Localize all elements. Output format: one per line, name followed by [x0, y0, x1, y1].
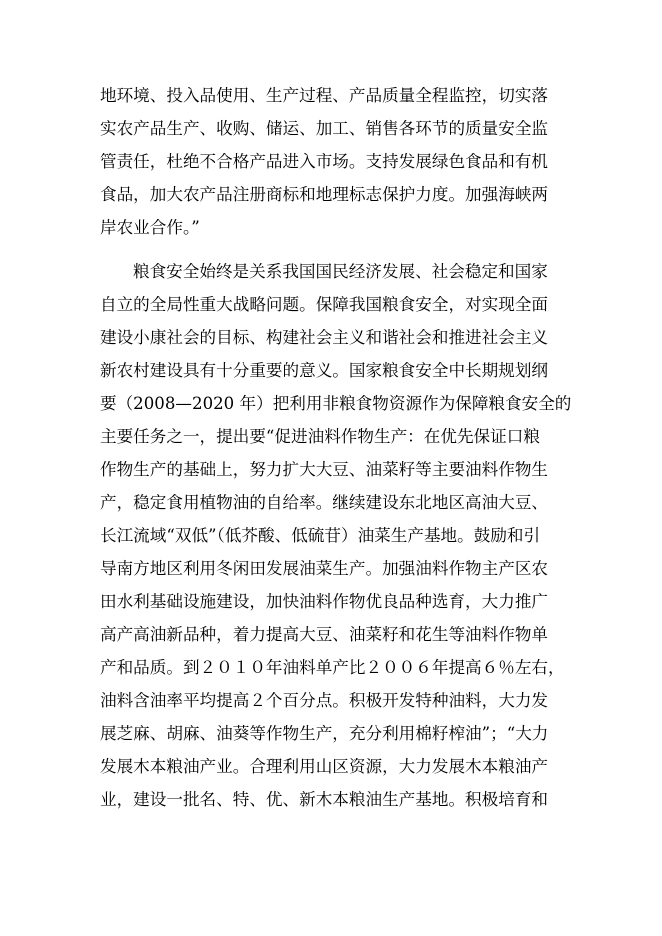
text-line: 主要任务之一，提出要“促进油料作物生产：在优先保证口粮: [100, 427, 540, 446]
text-line: 食品，加大农产品注册商标和地理标志保护力度。加强海峡两: [100, 185, 549, 204]
text-line: 岸农业合作。”: [100, 218, 200, 237]
text-line: 高产高油新品种，着力提高大豆、油菜籽和花生等油料作物单: [100, 625, 549, 644]
text-line: 地环境、投入品使用、生产过程、产品质量全程监控，切实落: [100, 86, 549, 105]
text-line: 油料含油率平均提高２个百分点。积极开发特种油料，大力发: [100, 691, 549, 710]
text-line: 自立的全局性重大战略问题。保障我国粮食安全，对实现全面: [100, 295, 549, 314]
text-line: 实农产品生产、收购、储运、加工、销售各环节的质量安全监: [100, 119, 549, 138]
text-line: 长江流域“双低”（低芥酸、低硫苷）油菜生产基地。鼓励和引: [100, 526, 541, 545]
text-line: 管责任，杜绝不合格产品进入市场。支持发展绿色食品和有机: [100, 152, 549, 171]
text-line: 田水利基础设施建设，加快油料作物优良品种选育，大力推广: [100, 592, 549, 611]
text-line: 展芝麻、胡麻、油葵等作物生产，充分利用棉籽榨油”；“大力: [100, 724, 549, 743]
text-line: 产，稳定食用植物油的自给率。继续建设东北地区高油大豆、: [100, 493, 549, 512]
text-line: 建设小康社会的目标、构建社会主义和谐社会和推进社会主义: [100, 328, 549, 347]
text-line: 新农村建设具有十分重要的意义。国家粮食安全中长期规划纲: [100, 361, 549, 380]
text-line: 业，建设一批名、特、优、新木本粮油生产基地。积极培育和: [100, 790, 549, 809]
text-line: 产和品质。到２０１０年油料单产比２００６年提高６％左右，: [100, 658, 565, 677]
text-line: 要（2008—2020 年）把利用非粮食物资源作为保障粮食安全的: [100, 394, 572, 413]
paragraph-first-line: 粮食安全始终是关系我国国民经济发展、社会稳定和国家: [133, 262, 548, 281]
text-line: 作物生产的基础上，努力扩大大豆、油菜籽等主要油料作物生: [100, 460, 549, 479]
text-line: 导南方地区利用冬闲田发展油菜生产。加强油料作物主产区农: [100, 559, 549, 578]
text-line: 发展木本粮油产业。合理利用山区资源，大力发展木本粮油产: [100, 757, 549, 776]
